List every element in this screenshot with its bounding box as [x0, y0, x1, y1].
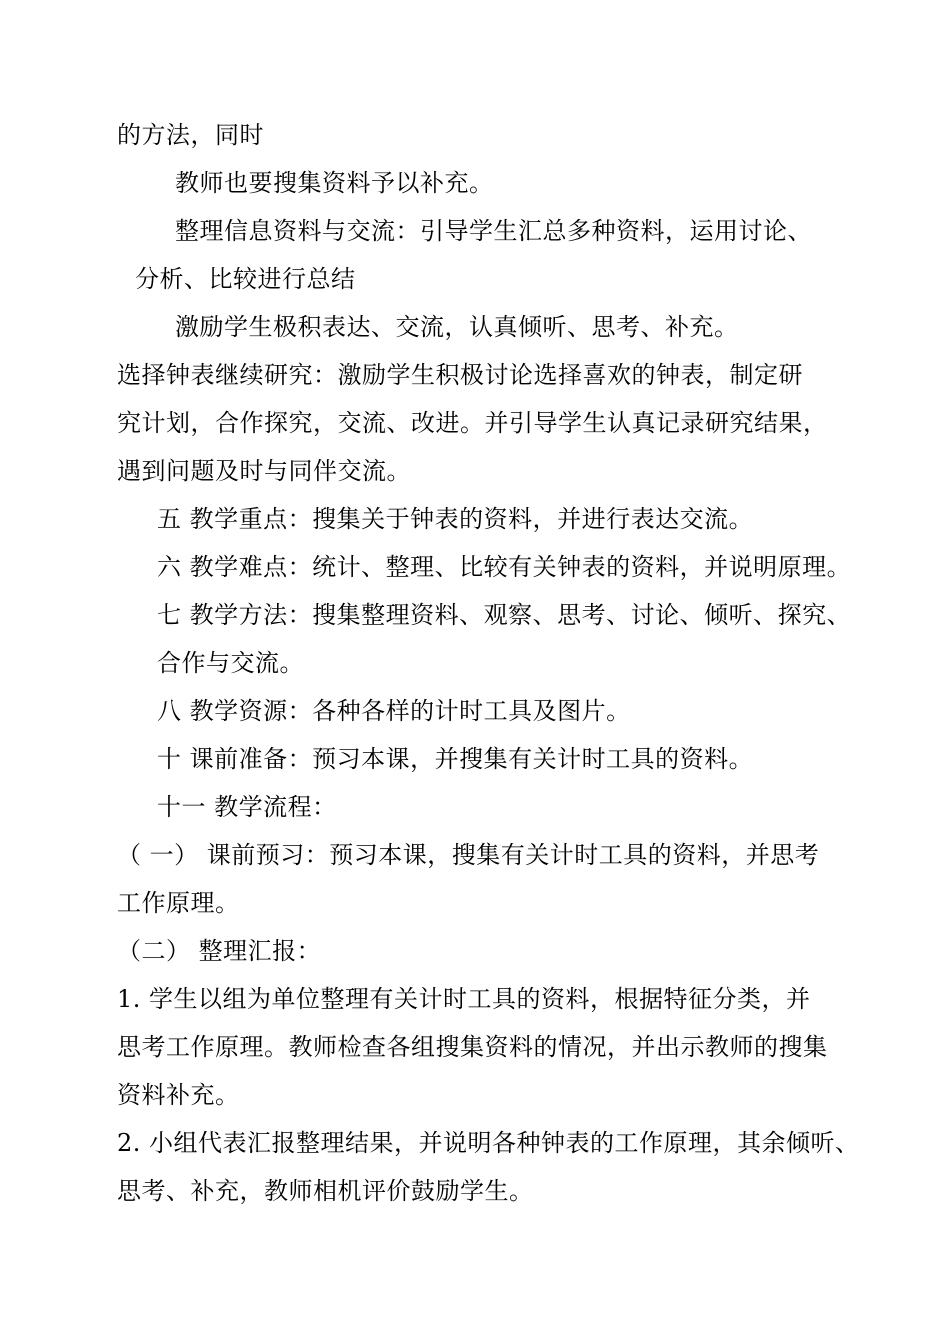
text-line: 七 教学方法：搜集整理资料、观察、思考、讨论、倾听、探究、	[157, 601, 852, 629]
text-line: 十 课前准备：预习本课，并搜集有关计时工具的资料。	[157, 745, 754, 773]
text-line: （ 一） 课前预习：预习本课，搜集有关计时工具的资料，并思考	[117, 841, 820, 869]
text-line: 十一 教学流程：	[157, 793, 337, 821]
text-line: 选择钟表继续研究：激励学生积极讨论选择喜欢的钟表，制定研	[117, 361, 803, 389]
text-line: 2. 小组代表汇报整理结果，并说明各种钟表的工作原理，其余倾听、	[117, 1129, 860, 1157]
text-line: 1. 学生以组为单位整理有关计时工具的资料，根据特征分类，并	[117, 985, 811, 1013]
text-line: 工作原理。	[117, 889, 240, 917]
text-line: 分析、比较进行总结	[135, 265, 356, 293]
text-line: 六 教学难点：统计、整理、比较有关钟表的资料，并说明原理。	[157, 553, 852, 581]
text-line: 遇到问题及时与同伴交流。	[117, 457, 411, 485]
text-line: 究计划，合作探究，交流、改进。并引导学生认真记录研究结果，	[117, 409, 828, 437]
text-line: 资料补充。	[117, 1081, 240, 1109]
text-line: 思考、补充，教师相机评价鼓励学生。	[117, 1177, 534, 1205]
text-line: 教师也要搜集资料予以补充。	[175, 169, 494, 197]
text-line: 的方法，同时	[117, 121, 264, 149]
text-line: 八 教学资源：各种各样的计时工具及图片。	[157, 697, 631, 725]
text-line: 合作与交流。	[157, 649, 304, 677]
text-line: 激励学生极积表达、交流，认真倾听、思考、补充。	[175, 313, 739, 341]
text-line: 整理信息资料与交流：引导学生汇总多种资料，运用讨论、	[175, 217, 812, 245]
text-line: （二） 整理汇报：	[117, 937, 322, 965]
text-line: 思考工作原理。教师检查各组搜集资料的情况，并出示教师的搜集	[117, 1033, 828, 1061]
text-line: 五 教学重点：搜集关于钟表的资料，并进行表达交流。	[157, 505, 754, 533]
